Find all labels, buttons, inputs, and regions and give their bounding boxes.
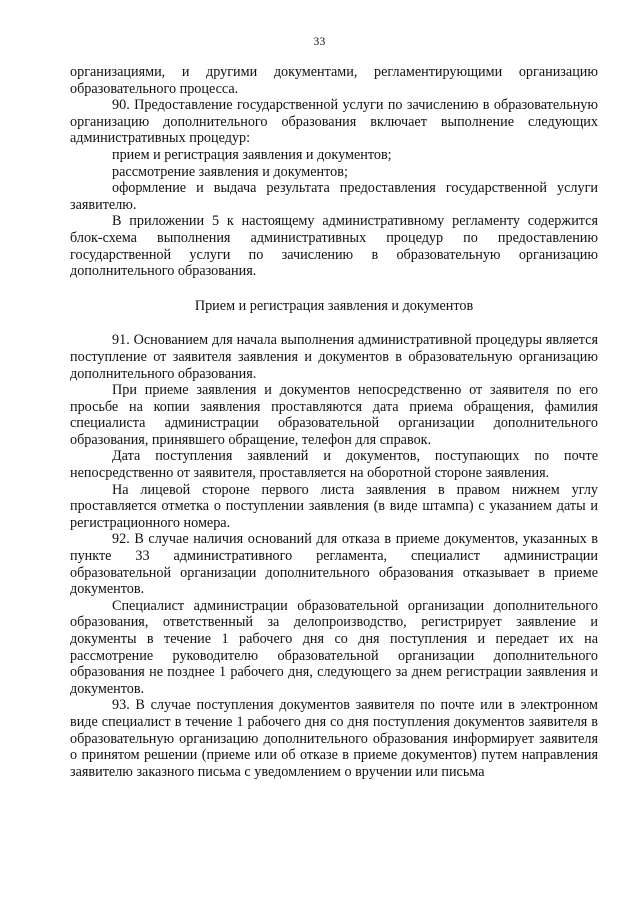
- paragraph-appendix: В приложении 5 к настоящему административному регламенту содержится блок-схема выполнения административных процедур по предоставлению государственной услуги по зачислению в образовательную организацию дополнительного образования.: [70, 213, 598, 280]
- paragraph-91: 91. Основанием для начала выполнения административной процедуры является поступление от заявителя заявления и документов в образовательную организацию дополнительного образования.: [70, 332, 598, 382]
- paragraph-92: 92. В случае наличия оснований для отказа в приеме документов, указанных в пункте 33 административного регламента, специалист администрации образовательной организации дополнительного образования отказывает в приеме документов.: [70, 531, 598, 598]
- paragraph-continuation: организациями, и другими документами, регламентирующими организацию образовательного процесса.: [70, 64, 598, 97]
- paragraph-90: 90. Предоставление государственной услуги по зачислению в образовательную организацию дополнительного образования включает выполнение следующих административных процедур:: [70, 97, 598, 147]
- paragraph-postal-date: Дата поступления заявлений и документов, поступающих по почте непосредственно от заявителя, проставляется на оборотной стороне заявления.: [70, 448, 598, 482]
- document-body: [70, 64, 598, 780]
- page-number: 33: [313, 36, 326, 48]
- list-item-issuance: оформление и выдача результата предоставления государственной услуги заявителю.: [70, 180, 598, 213]
- list-item-review: рассмотрение заявления и документов;: [112, 163, 348, 180]
- paragraph-93: 93. В случае поступления документов заявителя по почте или в электронном виде специалист в течение 1 рабочего дня со дня поступления документов заявителя в образовательную организацию дополнительного образования информирует заявителя о принятом решении (приеме или об отказе в приеме документов) путем направления заявителю заказного письма с уведомлением о вручении или письма: [70, 697, 598, 780]
- paragraph-registration: Специалист администрации образовательной организации дополнительного образования, ответственный за делопроизводство, регистрирует заявление и документы в течение 1 рабочего дня со дня поступления и передает их на рассмотрение руководителю образовательной организации дополнительного образования не позднее 1 рабочего дня, следующего за днем регистрации заявления и документов.: [70, 597, 598, 697]
- list-item-reception: прием и регистрация заявления и документов;: [112, 146, 392, 163]
- paragraph-stamp: На лицевой стороне первого листа заявления в правом нижнем углу проставляется отметка о поступлении заявления (в виде штампа) с указанием даты и регистрационного номера.: [70, 481, 598, 531]
- paragraph-reception-details: При приеме заявления и документов непосредственно от заявителя по его просьбе на копии заявления проставляются дата приема обращения, фамилия специалиста администрации образовательной организации дополнительного образования, принявшего обращение, телефон для справок.: [70, 382, 598, 448]
- section-heading: Прием и регистрация заявления и документов: [194, 297, 474, 314]
